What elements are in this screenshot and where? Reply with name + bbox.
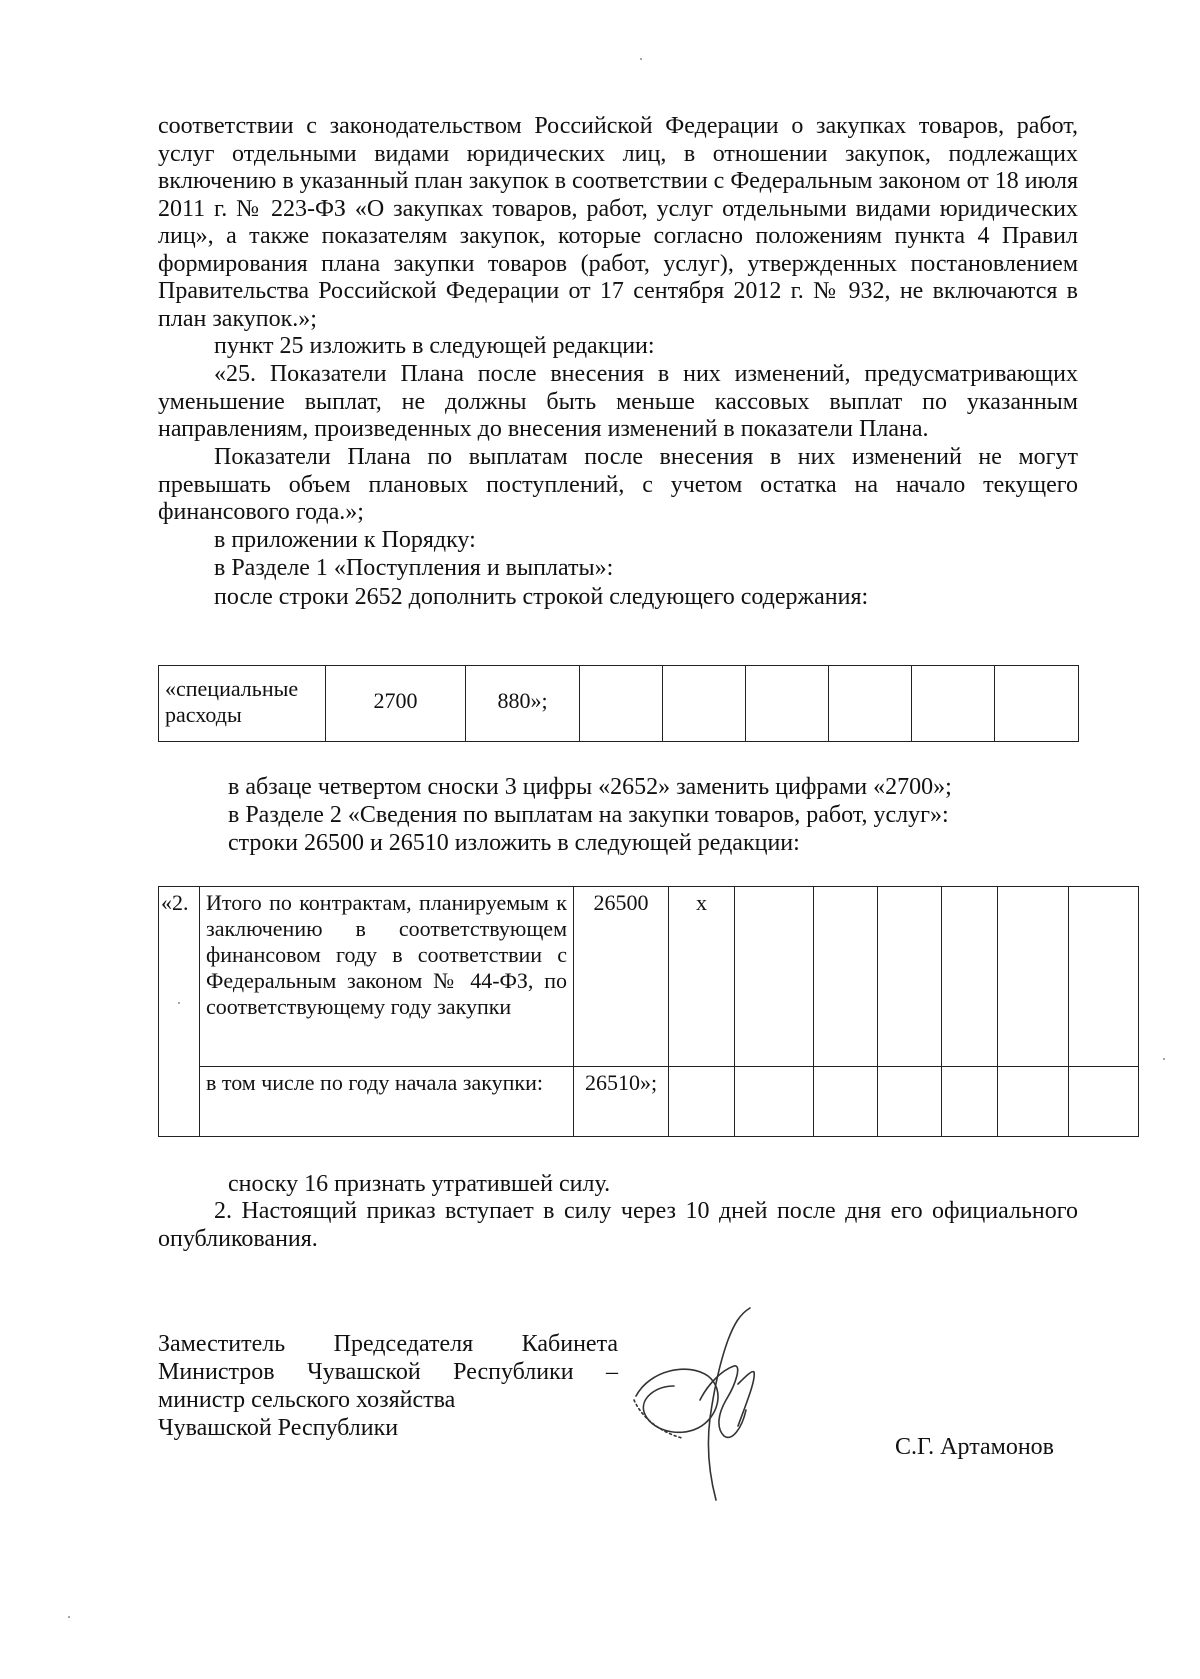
table-cell-line-code: 2700 <box>326 666 466 742</box>
table-row <box>159 887 1139 1067</box>
table-cell-label: «специальные расходы <box>159 666 326 742</box>
table-row <box>159 666 1079 742</box>
table-cell-empty <box>746 666 829 742</box>
table-cell-empty <box>580 666 663 742</box>
table-cell-empty <box>998 887 1069 1067</box>
signatory-title-line: Министров Чувашской Республики – <box>158 1359 618 1385</box>
signatory-name: С.Г. Артамонов <box>895 1434 1054 1460</box>
table-cell-empty <box>663 666 746 742</box>
table-cell-empty <box>942 887 998 1067</box>
table-cell-empty <box>814 1067 878 1137</box>
table-special-expenses <box>158 665 1079 742</box>
table-cell-empty <box>912 666 995 742</box>
table-cell-empty <box>878 887 942 1067</box>
table-cell-empty <box>735 1067 814 1137</box>
table-cell-empty <box>878 1067 942 1137</box>
signatory-title <box>158 1330 618 1442</box>
paragraph-appendix: в приложении к Порядку: <box>214 527 476 553</box>
paragraph-plan-payments: Показатели Плана по выплатам после внесения в них изменений не могут превышать объем плановых поступлений, с учетом остатка на начало текущего финансового года.»; <box>158 444 1078 525</box>
table-cell-x-mark: х <box>669 887 735 1067</box>
table-cell-kbk-code: 880»; <box>466 666 580 742</box>
scan-speck <box>68 1616 70 1618</box>
table-cell-empty <box>1069 887 1139 1067</box>
paragraph-effective-date: 2. Настоящий приказ вступает в силу через 10 дней после дня его официального опубликования. <box>158 1198 1078 1252</box>
paragraph-section-1: в Разделе 1 «Поступления и выплаты»: <box>214 555 614 581</box>
paragraph-point-25-intro: пункт 25 изложить в следующей редакции: <box>214 333 655 359</box>
table-row <box>159 1067 1139 1137</box>
table-cell-row-number: «2. <box>159 887 200 1137</box>
paragraph-footnote-3: в абзаце четвертом сноски 3 цифры «2652» заменить цифрами «2700»; <box>228 774 952 800</box>
signatory-title-line: Чувашской Республики <box>158 1415 399 1441</box>
table-cell-empty <box>998 1067 1069 1137</box>
handwritten-signature-icon <box>630 1300 800 1510</box>
table-cell-empty <box>995 666 1079 742</box>
table-cell-label: в том числе по году начала закупки: <box>200 1067 574 1137</box>
scan-speck <box>178 1002 180 1004</box>
table-cell-empty <box>942 1067 998 1137</box>
signatory-title-line: Заместитель Председателя Кабинета <box>158 1331 618 1357</box>
table-cell-line-code: 26500 <box>574 887 669 1067</box>
paragraph-footnote-16: сноску 16 признать утратившей силу. <box>228 1171 611 1197</box>
table-procurement-lines <box>158 886 1139 1137</box>
table-cell-empty <box>1069 1067 1139 1137</box>
paragraph-lines-26500-26510: строки 26500 и 26510 изложить в следующей редакции: <box>228 830 800 856</box>
table-cell-empty <box>814 887 878 1067</box>
paragraph-section-2: в Разделе 2 «Сведения по выплатам на закупки товаров, работ, услуг»: <box>228 802 949 828</box>
signatory-title-line: министр сельского хозяйства <box>158 1387 456 1413</box>
paragraph-procurement-context: соответствии с законодательством Российской Федерации о закупках товаров, работ, услуг отдельными видами юридических лиц, в отношении закупок, подлежащих включению в указанный план закупок в соответствии с Федеральным законом от 18 июля 2011 г. № 223-ФЗ «О закупках товаров, работ, услуг отдельными видами юридических лиц», а также показателям закупок, которые согласно положениям пункта 4 Правил формирования плана закупки товаров (работ, услуг), утвержденных постановлением Правительства Российской Федерации от 17 сентября 2012 г. № 932, не включаются в план закупок.»; <box>158 113 1078 332</box>
table-cell-empty <box>829 666 912 742</box>
table-cell-label: Итого по контрактам, планируемым к заключению в соответствующем финансовом году в соответствии с Федеральным законом № 44-ФЗ, по соответствующему году закупки <box>200 887 574 1067</box>
table-cell-empty <box>669 1067 735 1137</box>
paragraph-point-25-text: «25. Показатели Плана после внесения в них изменений, предусматривающих уменьшение выплат, не должны быть меньше кассовых выплат по указанным направлениям, произведенных до внесения изменений в показатели Плана. <box>158 361 1078 442</box>
table-cell-empty <box>735 887 814 1067</box>
paragraph-after-line-2652: после строки 2652 дополнить строкой следующего содержания: <box>214 584 869 610</box>
table-cell-line-code: 26510»; <box>574 1067 669 1137</box>
scan-speck <box>640 58 642 60</box>
scan-speck <box>1163 1058 1165 1060</box>
